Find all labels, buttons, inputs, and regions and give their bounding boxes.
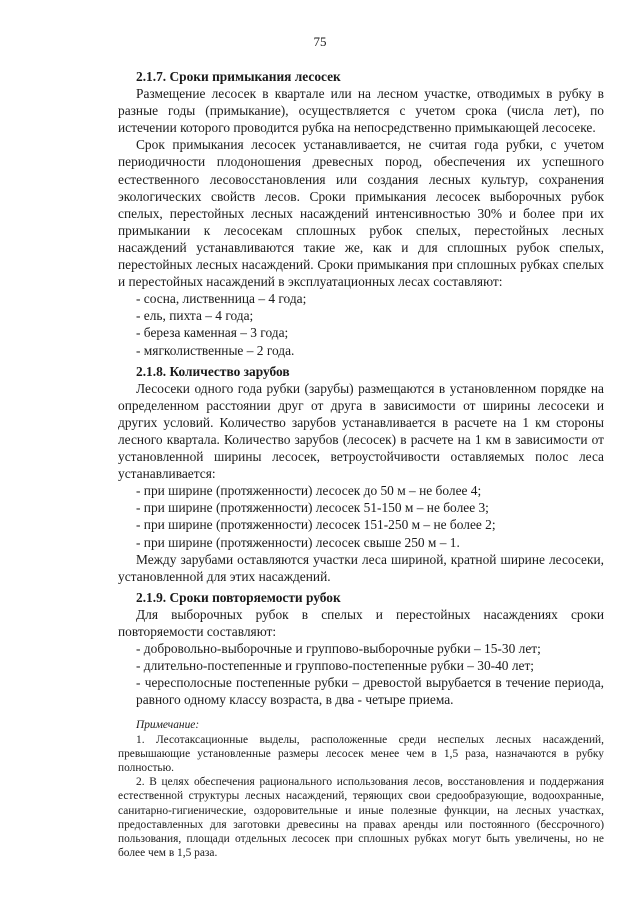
- note-item: 2. В целях обеспечения рационального использования лесов, восстановления и поддержания естественной структуры лесных насаждений, теряющих свои средообразующие, водоохранные, санитарно-гигиенические, оздоровительные и иные полезные функции, на лесных участках, предоставленных для заготовки древесины на правах аренды или постоянного (бессрочного) пользования, площади отдельных лесосек при сплошных рубках могут быть увеличены, но не более чем в 1,5 раза.: [118, 776, 604, 860]
- list-item: - мягколиственные – 2 года.: [136, 342, 295, 358]
- list-item: - ель, пихта – 4 года;: [136, 308, 254, 324]
- list-item: - сосна, лиственница – 4 года;: [136, 291, 307, 307]
- section-title-2-1-8: 2.1.8. Количество зарубов: [136, 363, 290, 379]
- paragraph: Срок примыкания лесосек устанавливается, не считая года рубки, с учетом периодичности плодоношения древесных пород, обеспечения их успешного естественного лесовосстановления или создания лесных культур, сохранения экологических свойств лесов. Сроки примыкания лесосек выборочных рубок спелых, перестойных лесных насаждений интенсивностью 30% и более при их примыкании к лесосекам сплошных рубок спелых, перестойных лесных насаждений устанавливаются такие же, как и для сплошных рубок спелых, перестойных лесных насаждений. Сроки примыкания при сплошных рубках спелых и перестойных насаждений в эксплуатационных лесах составляют:: [118, 137, 604, 290]
- paragraph: Для выборочных рубок в спелых и перестойных насаждениях сроки повторяемости составляют:: [118, 606, 604, 639]
- page-body: [118, 68, 604, 861]
- list-item: - при ширине (протяженности) лесосек 151-250 м – не более 2;: [136, 517, 496, 533]
- note-title: Примечание:: [136, 719, 200, 732]
- note-block: [118, 718, 604, 860]
- list-item: - добровольно-выборочные и группово-выборочные рубки – 15-30 лет;: [136, 641, 541, 657]
- paragraph: Лесосеки одного года рубки (зарубы) размещаются в установленном порядке на определенном расстоянии друг от друга в зависимости от ширины лесосеки и других условий. Количество зарубов устанавливается в расчете на 1 км стороны лесного квартала. Количество зарубов (лесосек) в расчете на 1 км в зависимости от установленной ширины лесосек, ветроустойчивости оставляемых полос леса устанавливается:: [118, 380, 604, 482]
- section-title-2-1-9: 2.1.9. Сроки повторяемости рубок: [136, 589, 341, 605]
- list-item: - при ширине (протяженности) лесосек свыше 250 м – 1.: [136, 534, 460, 550]
- note-item: 1. Лесотаксационные выделы, расположенные среди неспелых лесных насаждений, превышающие установленные размеры лесосек менее чем в 1,5 раза, назначаются в рубку полностью.: [118, 733, 604, 775]
- paragraph: Между зарубами оставляются участки леса шириной, кратной ширине лесосеки, установленной для этих насаждений.: [118, 551, 604, 584]
- section-title-2-1-7: 2.1.7. Сроки примыкания лесосек: [136, 69, 341, 84]
- list-item: - при ширине (протяженности) лесосек до 50 м – не более 4;: [136, 483, 482, 499]
- list-item: - при ширине (протяженности) лесосек 51-150 м – не более 3;: [136, 500, 489, 516]
- paragraph: Размещение лесосек в квартале или на лесном участке, отводимых в рубку в разные годы (примыкание), осуществляется с учетом срока (числа лет), по истечении которого проводится рубка на непосредственно примыкающей лесосеке.: [118, 86, 604, 136]
- list-item: - береза каменная – 3 года;: [136, 325, 289, 341]
- page-number: 75: [313, 34, 327, 49]
- list-item: - длительно-постепенные и группово-постепенные рубки – 30-40 лет;: [136, 658, 535, 674]
- list-item: - чересполосные постепенные рубки – древостой вырубается в течение периода, равного одному классу возраста, в два - четыре приема.: [136, 675, 604, 708]
